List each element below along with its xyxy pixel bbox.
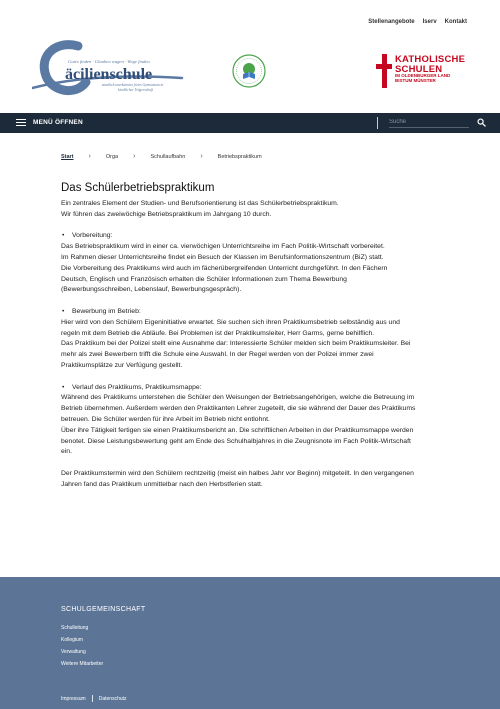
footer-divider [92, 695, 93, 702]
footer [0, 577, 500, 709]
section-line: Praktikumsplätze zur Verfügung gestellt. [61, 361, 183, 369]
search-divider [377, 117, 378, 129]
closing-line: Der Praktikumstermin wird den Schülern rechtzeitig (meist ein halbes Jahr vor Beginn) mitgeteilt. In den vergangenen [61, 469, 414, 477]
section-line: Das Betriebspraktikum wird in einer ca. vierwöchigen Unterrichtsreihe im Fach Politik-Wirtschaft vorbereitet. [61, 243, 385, 251]
chevron-right-icon: › [88, 153, 91, 160]
footer-link-kollegium[interactable]: Kollegium [61, 637, 83, 643]
chevron-right-icon: › [133, 153, 136, 160]
search-input[interactable] [389, 117, 469, 128]
menu-open-label: MENÜ ÖFFNEN [33, 119, 83, 126]
breadcrumb-schullaufbahn[interactable]: Schullaufbahn [150, 153, 186, 160]
search-icon[interactable] [477, 118, 486, 127]
topnav-kontakt-link[interactable]: Kontakt [444, 19, 467, 25]
section-line: Das Praktikum bei der Polizei stellt eine Ausnahme dar: Interessierte Schüler melden sich beim Praktikumsleiter. Bei [61, 340, 411, 348]
school-motto: Gutes finden · Glauben wagen · Wege finden [68, 59, 150, 64]
page-title: Das Schülerbetriebspraktikum [61, 182, 215, 194]
section-line: Im Rahmen dieser Unterrichtsreihe findet ein Besuch der Klassen im Berufsinformationszentrum (BiZ) statt. [61, 253, 384, 261]
intro-line: Wir führen das zweiwöchige Betriebspraktikum im Jahrgang 10 durch. [61, 210, 272, 218]
section-line: Die Vorbereitung des Praktikums wird auch im fächerübergreifenden Unterricht durchgeführt. In den Fächern [61, 264, 388, 272]
hamburger-icon [16, 119, 26, 126]
footer-link-schulleitung[interactable]: Schulleitung [61, 625, 89, 631]
section-line: Während des Praktikums unterstehen die Schüler den Weisungen der Betriebsangehörigen, welche die Betreuung im [61, 394, 415, 402]
section-heading: • Vorbereitung: [62, 232, 113, 240]
footer-title: SCHULGEMEINSCHAFT [61, 606, 146, 613]
school-logo[interactable] [32, 38, 212, 100]
section-line: mehr als zwei Bewerbern trifft die Schule eine Auswahl. In der Regel werden von der Polizei immer zwei [61, 351, 374, 359]
chevron-right-icon: › [200, 153, 203, 160]
topnav-iserv-link[interactable]: Iserv [422, 19, 437, 25]
section-heading: • Bewerbung im Betrieb: [62, 307, 141, 315]
section-line: ein. [61, 448, 72, 456]
kath-line-1: KATHOLISCHE [395, 54, 466, 65]
school-subtitle-1: staatlich anerkanntes freies Gymnasium in [102, 83, 164, 87]
section-line: benotet. Diese Leistungsbewertung geht am Ende des Schulhalbjahres in die Zeugnisnote im Fach Politik-Wirtschaft [61, 437, 411, 445]
intro-line: Ein zentrales Element der Studien- und Berufsorientierung ist das Schülerbetriebspraktikum. [61, 200, 339, 207]
breadcrumb-start[interactable]: Start [61, 153, 74, 160]
section-line: Über ihre Tätigkeit fertigen sie einen Praktikumsbericht an. Die schriftlichen Arbeiten in der Praktikumsmappe werden [61, 426, 414, 434]
section-heading: • Verlauf des Praktikums, Praktikumsmappe: [62, 383, 202, 391]
globe-book-icon [231, 53, 267, 89]
section-line: regeln mit dem Betrieb die Abläufe. Bei Problemen ist der Praktikumsleiter, Herr Garms, gerne behilflich. [61, 329, 375, 337]
school-name: äcilienschule [65, 66, 153, 83]
environment-school-badge [231, 53, 267, 89]
school-subtitle-2: kirchlicher Trägerschaft [118, 88, 153, 92]
main-content [61, 182, 441, 491]
kath-line-2: SCHULEN [395, 63, 443, 75]
footer-link-weitere-mitarbeiter[interactable]: Weitere Mitarbeiter [61, 661, 104, 667]
kath-line-4: BISTUM MÜNSTER [395, 77, 436, 83]
section-line: (Bewerbungsschreiben, Lebenslauf, Bewerbungsgespräch). [61, 286, 242, 294]
closing-line: Jahren fand das Praktikum unmittelbar nach den Herbstferien statt. [61, 480, 263, 488]
footer-links [61, 625, 103, 667]
footer-link-verwaltung[interactable]: Verwaltung [61, 649, 86, 655]
menu-open-button[interactable] [16, 119, 83, 126]
main-menu-bar [0, 113, 500, 133]
footer-datenschutz-link[interactable]: Datenschutz [98, 695, 127, 702]
cross-icon [376, 54, 392, 88]
topnav-stellenangebote-link[interactable]: Stellenangebote [368, 19, 415, 25]
breadcrumb-current: Betriebspraktikum [217, 153, 262, 160]
section-line: Betrieb übernehmen. Außerdem werden den Praktikanten Lehrer zugeteilt, die sie während der Dauer des Praktikums [61, 405, 416, 413]
katholische-schulen-logo[interactable] [376, 53, 468, 89]
section-line: Deutsch, Englisch und Französisch erhalten die Schüler Informationen zum Thema Bewerbung [61, 275, 347, 283]
section-line: Hier wird von den Schülern Eigeninitiative erwartet. Sie suchen sich ihren Praktikumsbetrieb selbständig aus und [61, 318, 400, 326]
top-navigation [368, 19, 467, 25]
breadcrumb-orga[interactable]: Orga [105, 153, 119, 160]
footer-bottom-links [61, 695, 127, 702]
school-logo-graphic [32, 38, 212, 100]
kath-line-3: IM OLDENBURGER LAND [395, 73, 451, 78]
section-line: betreuen. Die Schüler werden für ihre Arbeit im Betrieb nicht entlohnt. [61, 415, 270, 423]
breadcrumb [61, 153, 262, 160]
footer-impressum-link[interactable]: Impressum [61, 695, 86, 702]
